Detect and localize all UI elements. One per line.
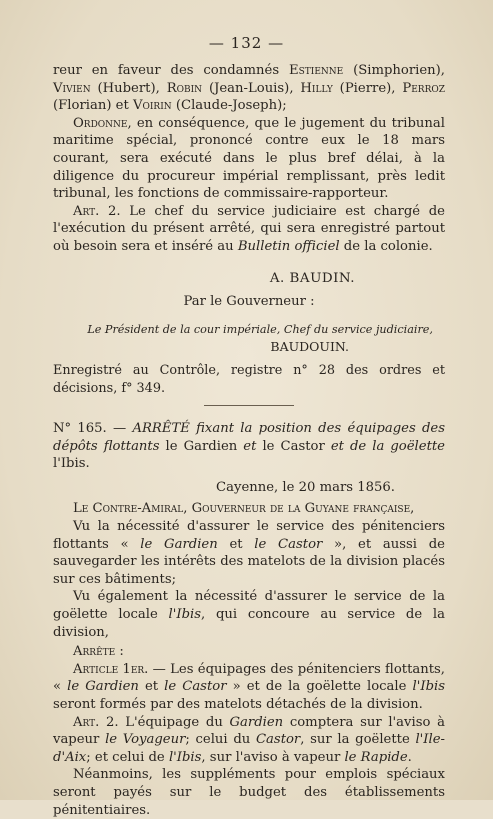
paragraph-neanmoins: Néanmoins, les suppléments pour emplois spéciaux seront payés sur le budget des établissements pénitentiaires. — [53, 767, 445, 818]
decree-title: N° 165. — ARRÊTÉ fixant la position des équipages des dépôts flottants le Gardien et le Castor et de la goëlette l'Ibis. — [53, 421, 445, 472]
paragraph-article-2: Art. 2. Le chef du service judiciaire est chargé de l'exécution du présent arrêté, qui sera enregistré partout où besoin sera et inséré au Bulletin officiel de la colonie. — [53, 203, 445, 254]
paragraph-vu-2: Vu également la nécessité d'assurer le service de la goëlette locale l'Ibis, qui concoure au service de la division, — [53, 589, 445, 640]
paragraph-condamnes: reur en faveur des condamnés Estienne (Simphorien), Vivien (Hubert), Robin (Jean-Louis), Hilly (Pierre), Perroz (Florian) et Voirin (Claude-Joseph); — [53, 63, 446, 114]
signature-president: Le Président de la cour impériale, Chef du service judiciaire, — [87, 322, 433, 336]
divider — [204, 405, 294, 406]
document-body — [53, 62, 445, 819]
signature-role: Par le Gouverneur : — [183, 294, 315, 310]
paragraph-vu-1: Vu la nécessité d'assurer le service des pénitenciers flottants « le Gardien et le Castor », et aussi de sauvegarder les intérêts des matelots de la division placés sur ces bâtiments; — [53, 519, 445, 587]
page-number: — 132 — — [208, 34, 285, 52]
paragraph-ordonne: Ordonne, en conséquence, que le jugement du tribunal maritime spécial, prononcé contre eux le 18 mars courant, sera exécuté dans le plus bref délai, à la diligence du procureur impérial remplissant, près ledit tribunal, les fonctions de commissaire-rapporteur. — [53, 115, 445, 202]
signature-baudin: A. BAUDIN. — [269, 270, 355, 286]
signature-baudouin: BAUDOUIN. — [270, 339, 349, 355]
arrete-heading: Arrête : — [73, 644, 124, 660]
decree-date: Cayenne, le 20 mars 1856. — [216, 479, 395, 495]
decree-heading: Le Contre-Amiral, Gouverneur de la Guyane française, — [73, 501, 415, 517]
paragraph-article-1: Article 1er. — Les équipages des pénitenciers flottants, « le Gardien et le Castor » et de la goëlette locale l'Ibis seront formés par des matelots détachés de la division. — [53, 661, 445, 712]
paragraph-decree-article-2: Art. 2. L'équipage du Gardien comptera sur l'aviso à vapeur le Voyageur; celui du Castor, sur la goëlette l'Ile-d'Aix; et celui de l'Ibis, sur l'aviso à vapeur le Rapide. — [53, 714, 445, 765]
registration-line: Enregistré au Contrôle, registre n° 28 des ordres et décisions, f° 349. — [53, 362, 445, 396]
